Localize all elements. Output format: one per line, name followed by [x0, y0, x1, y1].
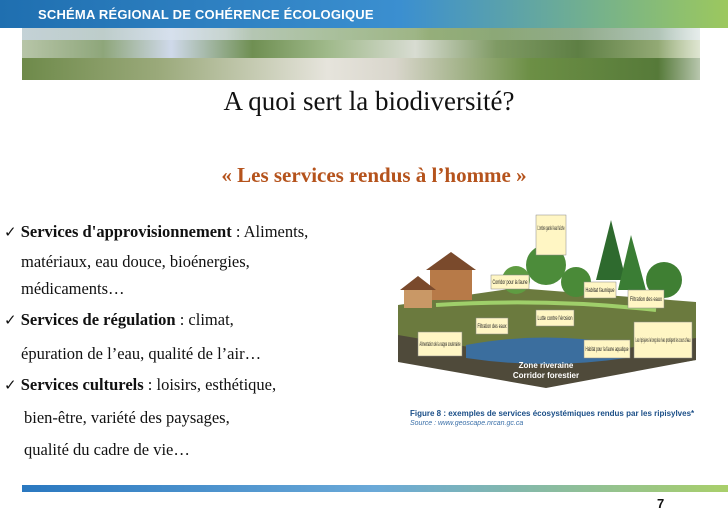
check-icon: ✓ — [4, 376, 17, 394]
label-corridor: Corridor pour la faune — [492, 280, 528, 286]
label-forest: Corridor forestier — [512, 371, 580, 380]
label-zone: Zone riveraine — [518, 361, 574, 370]
house-roof — [426, 252, 476, 270]
label-ripisylves: Les ripisylves le long des rives protègent les cours d'eau — [635, 338, 691, 344]
bullet-continuation: épuration de l’eau, qualité de l’air… — [21, 344, 262, 363]
check-icon: ✓ — [4, 223, 17, 241]
label-nappe: Alimentation de la nappe souterraine — [419, 342, 461, 348]
label-filtration-left: Filtration des eaux — [477, 324, 507, 330]
label-box — [536, 215, 566, 255]
house — [430, 270, 472, 300]
footer-bar — [22, 485, 728, 492]
label-aquatic: Habitat pour la faune aquatique — [585, 347, 629, 353]
bullet-continuation: médicaments… — [21, 279, 125, 298]
header-photo-strip — [22, 28, 700, 80]
bullet-heading: Services d'approvisionnement — [20, 222, 232, 241]
label-shade: L'ombre garde l'eau fraîche — [537, 226, 565, 232]
header-title: SCHÉMA RÉGIONAL DE COHÉRENCE ÉCOLOGIQUE — [38, 7, 374, 22]
tree — [618, 235, 646, 290]
bullet-heading: Services culturels — [20, 375, 144, 394]
bullet-text: : climat, — [175, 310, 234, 329]
slide-subtitle: « Les services rendus à l’homme » — [221, 163, 527, 187]
bullet-regulation — [4, 310, 234, 330]
bullet-culturels — [4, 375, 276, 395]
figure-caption: Figure 8 : exemples de services écosystémiques rendus par les ripisylves* — [410, 409, 695, 418]
bullet-heading: Services de régulation — [20, 310, 176, 329]
slide-title: A quoi sert la biodiversité? — [223, 86, 515, 116]
riparian-illustration — [396, 210, 696, 395]
label-filtration-right: Filtration des eaux — [630, 297, 662, 303]
label-habitat: Habitat faunique — [585, 288, 615, 294]
tree — [596, 220, 626, 280]
strip-fade — [658, 28, 728, 80]
page-number: 7 — [657, 496, 665, 511]
figure-source: Source : www.geoscape.nrcan.gc.ca — [410, 420, 524, 427]
bullet-approvisionnement — [4, 222, 308, 242]
house — [404, 290, 432, 308]
bullet-text: : Aliments, — [231, 222, 309, 241]
bullet-continuation: matériaux, eau douce, bioénergies, — [21, 252, 250, 271]
check-icon: ✓ — [4, 311, 17, 329]
label-erosion: Lutte contre l'érosion — [537, 316, 573, 322]
bullet-text: : loisirs, esthétique, — [143, 375, 277, 394]
bullet-continuation: bien-être, variété des paysages, — [24, 408, 230, 427]
bullet-continuation: qualité du cadre de vie… — [24, 440, 190, 459]
